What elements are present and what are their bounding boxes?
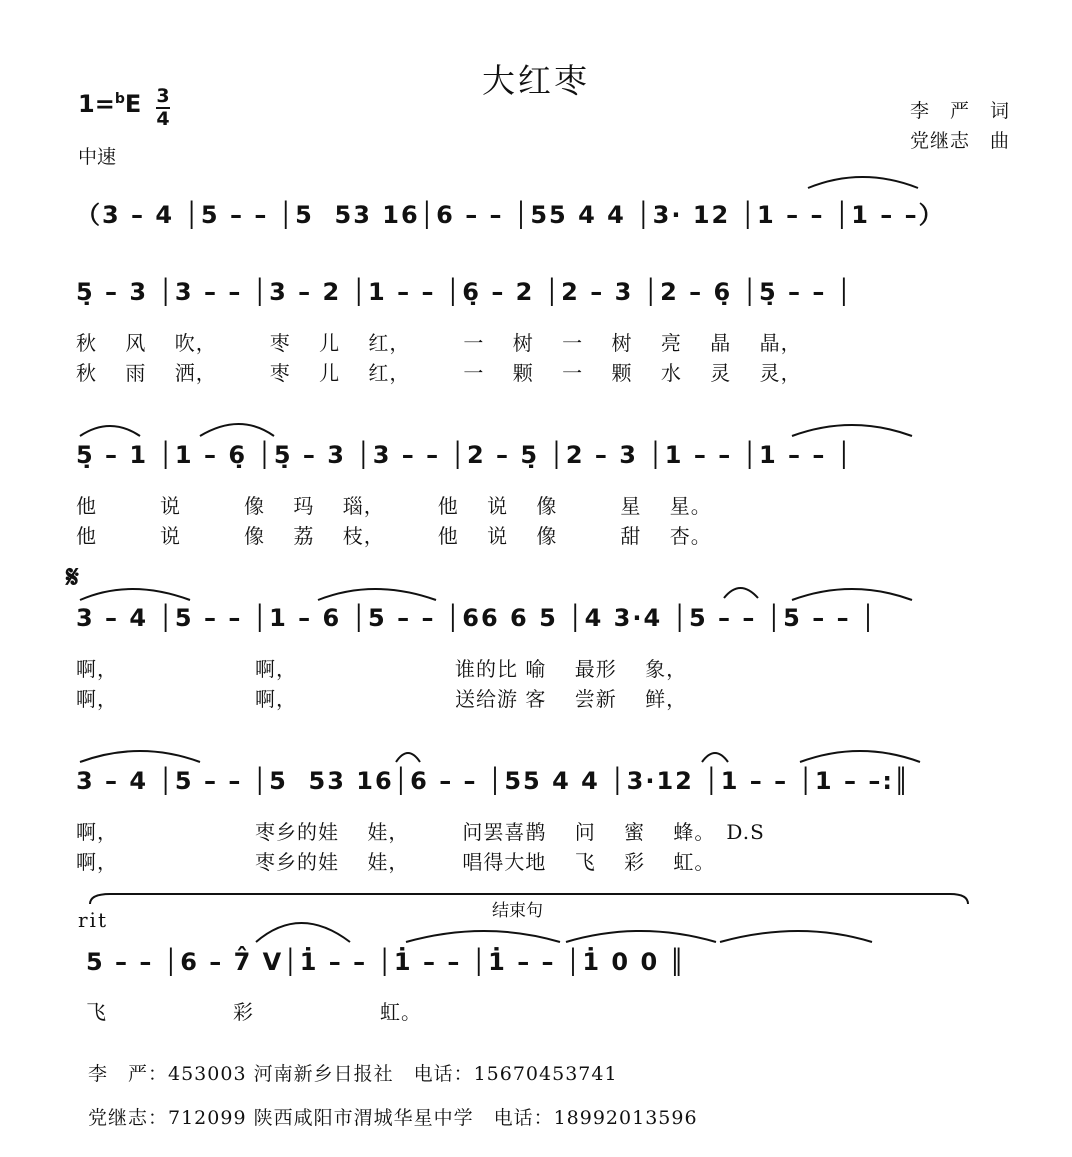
- staff-line-5: 3 – 4 │5 – – │5 53 16│6 – – │55 4 4 │3·12 │1 – – │1 – –:║: [76, 767, 911, 795]
- staff-line-2: 5̣ – 3 │3 – – │3 – 2 │1 – – │6̣ – 2 │2 – 3 │2 – 6̣ │5̣ – – │: [76, 278, 854, 306]
- ending-label: 结束句: [492, 901, 543, 921]
- song-title: 大红枣: [482, 61, 590, 100]
- staff-line-3: 5̣ – 1 │1 – 6̣ │5̣ – 3 │3 – – │2 – 5̣ │2 – 3 │1 – – │1 – – │: [76, 441, 854, 469]
- meter-bottom: 4: [156, 108, 170, 130]
- slur-line-3b: [200, 424, 274, 436]
- segno-sign: 𝄋: [66, 560, 79, 595]
- meter-top: 3: [156, 85, 170, 107]
- tie-line-6b: [566, 931, 716, 942]
- tie-line-1: [808, 177, 918, 188]
- slur-line-4b: [318, 589, 436, 600]
- lyric-line-2-verse-2: 秋 雨 洒， 枣 儿 红， 一 颗 一 颗 水 灵 灵，: [76, 361, 802, 385]
- staff-line-4: 3 – 4 │5 – – │1 – 6 │5 – – │66 6 5 │4 3·4 │5 – – │5 – – │: [76, 604, 878, 632]
- lyric-line-4-verse-2: 啊， 啊， 送给游 客 尝新 鲜，: [76, 687, 688, 711]
- lyricist-credit: 李 严 词: [909, 100, 1010, 122]
- slur-line-5b: [396, 753, 420, 762]
- slur-line-3a: [80, 426, 140, 436]
- lyric-line-3-verse-2: 他 说 像 荔 枝， 他 说 像 甜 杏。: [76, 524, 712, 548]
- rit-marking: rit: [78, 908, 108, 932]
- footer-contact-1: 李 严：453003 河南新乡日报社 电话：15670453741: [88, 1063, 618, 1085]
- tie-line-3: [792, 425, 912, 436]
- key-note: E: [124, 90, 142, 118]
- slur-line-4d: [792, 589, 912, 600]
- slur-line-4a: [80, 589, 190, 600]
- slur-line-5c: [702, 753, 728, 762]
- slur-line-5a: [80, 751, 200, 762]
- lyric-line-5-verse-1: 啊， 枣乡的娃 娃， 问罢喜鹊 问 蜜 蜂。 D.S: [76, 820, 765, 844]
- ending-bracket: [90, 894, 968, 904]
- composer-credit: 党继志 曲: [909, 130, 1010, 152]
- tempo-marking: 中速: [78, 146, 117, 168]
- lyric-line-6: 飞 彩 虹。: [86, 1000, 422, 1024]
- key-flat: b: [114, 91, 125, 107]
- lyric-line-3-verse-1: 他 说 像 玛 瑙， 他 说 像 星 星。: [76, 494, 712, 518]
- slur-line-4c: [724, 588, 758, 598]
- lyric-line-2-verse-1: 秋 风 吹， 枣 儿 红， 一 树 一 树 亮 晶 晶，: [76, 331, 802, 355]
- tie-line-6c: [720, 931, 872, 942]
- staff-line-6: 5 – – │6 – 7̂ V│1̇ – – │1̇ – – │1̇ – – │1̇ 0 0 ║: [86, 948, 686, 976]
- lyric-line-4-verse-1: 啊， 啊， 谁的比 喻 最形 象，: [76, 657, 688, 681]
- lyric-line-5-verse-2: 啊， 枣乡的娃 娃， 唱得大地 飞 彩 虹。: [76, 850, 716, 874]
- key-prefix: 1=: [78, 90, 115, 118]
- staff-line-1: （3 – 4 │5 – – │5 53 16│6 – – │55 4 4 │3· 12 │1 – – │1 – –）: [76, 201, 945, 229]
- slur-line-6a: [256, 923, 350, 942]
- footer-contact-2: 党继志：712099 陕西咸阳市渭城华星中学 电话：18992013596: [88, 1107, 698, 1129]
- tie-line-5: [800, 751, 920, 762]
- tie-line-6: [406, 931, 560, 942]
